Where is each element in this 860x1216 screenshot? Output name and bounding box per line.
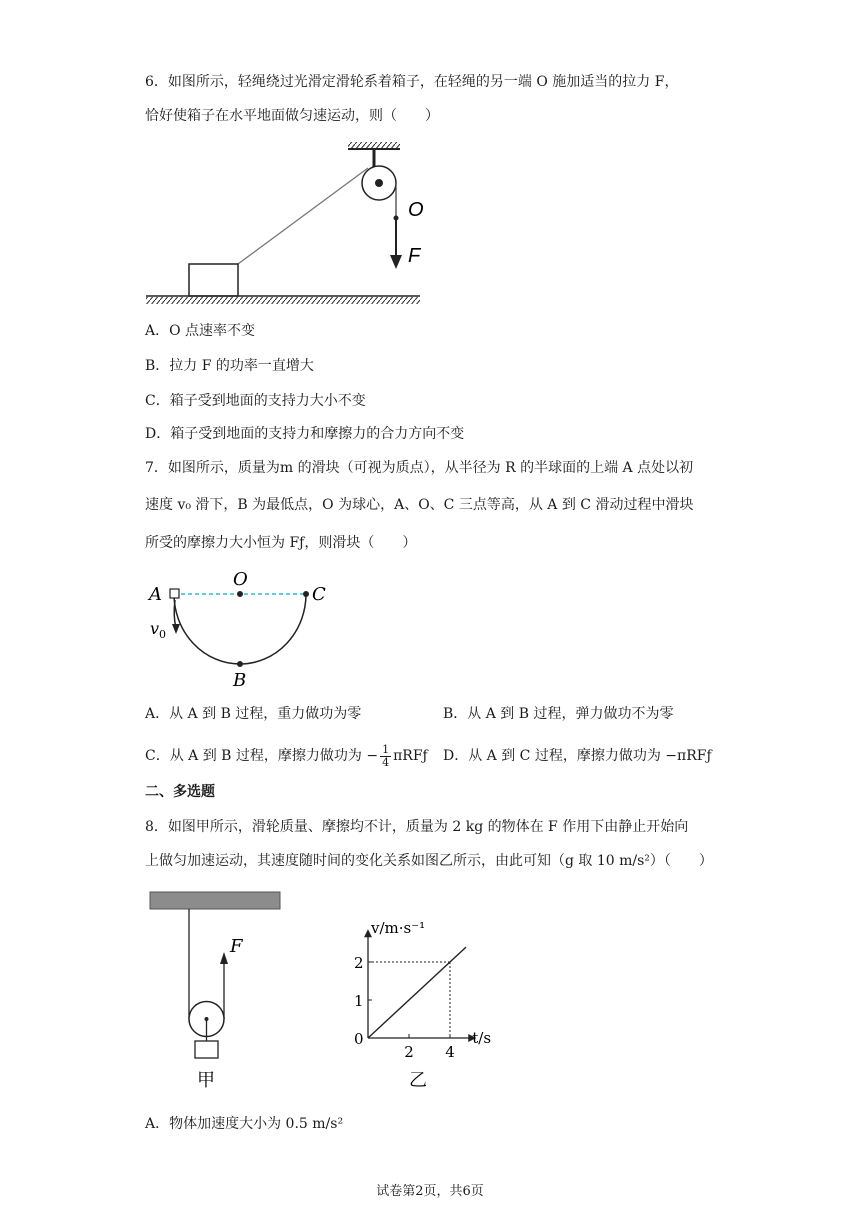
label-O: O xyxy=(408,199,424,221)
pulley-axle xyxy=(375,179,383,187)
q7-stem-line3: 所受的摩擦力大小恒为 Fƒ，则滑块（ ） xyxy=(145,535,417,551)
label-F: F xyxy=(230,936,243,957)
velocity-arrow-head xyxy=(172,624,180,634)
y-tick-label: 1 xyxy=(354,992,364,1010)
q7-option-c xyxy=(145,742,428,770)
x-tick-label: 2 xyxy=(404,1043,414,1061)
label-O: O xyxy=(233,569,248,590)
q7-option-c-tail: πRFƒ xyxy=(393,748,428,764)
page-footer: 试卷第2页，共6页 xyxy=(376,1184,484,1199)
pulley-axle xyxy=(205,1017,209,1021)
q7-option-b: B．从 A 到 B 过程，弹力做功不为零 xyxy=(443,706,674,722)
hemisphere-arc xyxy=(174,594,306,664)
series-line xyxy=(368,947,466,1038)
q6-option-b: B．拉力 F 的功率一直增大 xyxy=(145,358,314,374)
q8-stem-line2: 上做匀加速运动，其速度随时间的变化关系如图乙所示，由此可知（g 取 10 m/s²）（ ） xyxy=(145,853,713,869)
q7-option-c-text: C．从 A 到 B 过程，摩擦力做功为 − xyxy=(145,748,379,764)
point-C xyxy=(303,591,309,597)
fraction-numerator: 1 xyxy=(382,742,390,756)
label-v0: $v_0$ xyxy=(150,619,167,641)
q6-option-d: D．箱子受到地面的支持力和摩擦力的合力方向不变 xyxy=(145,426,465,442)
point-O-center xyxy=(237,591,243,597)
force-arrow-head xyxy=(390,255,402,269)
fraction-denominator: 4 xyxy=(382,755,390,769)
box xyxy=(189,264,238,296)
q7-stem-line1: 7．如图所示，质量为m 的滑块（可视为质点），从半径为 R 的半球面的上端 A 点处以初 xyxy=(145,460,694,476)
force-arrow-head xyxy=(220,952,228,964)
q7-figure xyxy=(140,566,340,691)
q6-stem-line1: 6．如图所示，轻绳绕过光滑定滑轮系着箱子，在轻绳的另一端 O 施加适当的拉力 F， xyxy=(145,74,679,90)
q8-stem-line1: 8．如图甲所示，滑轮质量、摩擦均不计，质量为 2 kg 的物体在 F 作用下由静止开始向 xyxy=(145,819,689,835)
rope-slant xyxy=(238,168,368,264)
velocity-arrow-shaft xyxy=(174,600,176,628)
label-A: A xyxy=(149,584,162,605)
q7-stem-line2: 速度 v₀ 滑下，B 为最低点，O 为球心，A、O、C 三点等高，从 A 到 C 滑动过程中滑块 xyxy=(145,497,694,513)
label-C: C xyxy=(312,584,326,605)
q6-stem-line2: 恰好使箱子在水平地面做匀速运动，则（ ） xyxy=(145,108,439,124)
q6-option-a: A．O 点速率不变 xyxy=(145,323,256,339)
section-heading: 二、多选题 xyxy=(145,784,215,800)
x-axis-label: t/s xyxy=(472,1029,492,1047)
slider-block xyxy=(170,589,179,598)
y-tick-label: 2 xyxy=(354,954,364,972)
y-axis-label: v/m·s⁻¹ xyxy=(371,919,426,938)
q6-option-c: C．箱子受到地面的支持力大小不变 xyxy=(145,393,366,409)
fraction xyxy=(380,744,391,769)
q8-option-a: A．物体加速度大小为 0.5 m/s² xyxy=(145,1116,344,1132)
q6-figure xyxy=(140,138,430,313)
object-block xyxy=(195,1041,218,1058)
q8-figure-jia xyxy=(140,884,290,1090)
q7-option-a: A．从 A 到 B 过程，重力做功为零 xyxy=(145,706,362,722)
point-B xyxy=(237,661,243,667)
q7-option-d: D．从 A 到 C 过程，摩擦力做功为 −πRFƒ xyxy=(443,748,712,764)
label-F: F xyxy=(408,245,421,267)
q8-figure-yi-chart xyxy=(330,894,510,1090)
ceiling-hatch xyxy=(348,142,400,149)
caption-jia: 甲 xyxy=(197,1070,215,1090)
x-tick-label: 4 xyxy=(445,1043,455,1061)
caption-yi: 乙 xyxy=(409,1070,427,1090)
label-B: B xyxy=(233,670,247,691)
ceiling-bar xyxy=(150,892,280,909)
origin-label: 0 xyxy=(354,1030,364,1048)
ground-hatch xyxy=(146,297,420,304)
